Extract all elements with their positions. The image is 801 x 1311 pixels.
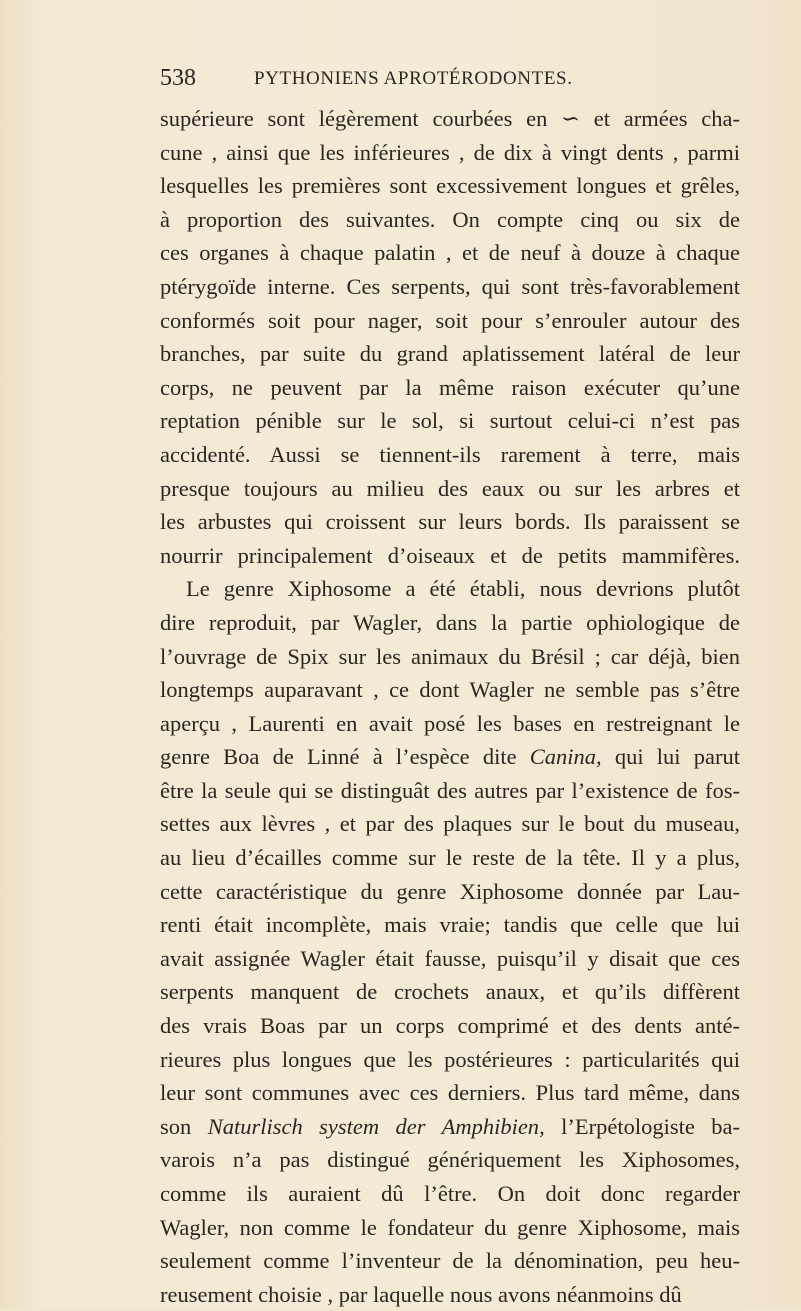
text-line [160, 304, 740, 338]
line-text: varois n’a pas distingué génériquement les Xiphosomes, [160, 1147, 740, 1173]
line-text: cune , ainsi que les inférieures , de dix à vingt dents , parmi [160, 139, 740, 165]
line-text: ptérygoïde interne. Ces serpents, qui sont très-favorablement [160, 273, 740, 299]
line-text: nourrir principalement d’oiseaux et de petits mammifères. [160, 542, 740, 568]
text-line [160, 740, 740, 774]
text-line [160, 942, 740, 976]
line-text: son [160, 1113, 192, 1139]
running-head: PYTHONIENS APROTÉRODONTES. [254, 68, 573, 89]
page-header [160, 64, 740, 92]
text-line [160, 539, 740, 573]
text-line [160, 774, 740, 808]
line-text: les arbustes qui croissent sur leurs bords. Ils paraissent se [160, 509, 740, 535]
line-text: ces organes à chaque palatin , et de neuf à douze à chaque [160, 240, 740, 266]
text-line [160, 169, 740, 203]
text-line [160, 270, 740, 304]
text-line [160, 1009, 740, 1043]
line-text: genre Boa de Linné à l’espèce dite [160, 744, 517, 770]
text-line [160, 1076, 740, 1110]
line-text: longtemps auparavant , ce dont Wagler ne semble pas s’être [160, 677, 740, 703]
text-line [160, 472, 740, 506]
line-text: presque toujours au milieu des eaux ou sur les arbres et [160, 475, 740, 501]
line-text: leur sont communes avec ces derniers. Plus tard même, dans [160, 1080, 740, 1106]
line-text: settes aux lèvres , et par des plaques sur le bout du museau, [160, 811, 740, 837]
text-line [160, 1177, 740, 1211]
text-line [160, 1043, 740, 1077]
text-line [160, 640, 740, 674]
line-text: au lieu d’écailles comme sur le reste de la tête. Il y a plus, [160, 845, 740, 871]
line-text: à proportion des suivantes. On compte cinq ou six de [160, 206, 740, 232]
page-number: 538 [160, 65, 196, 91]
line-text: l’ouvrage de Spix sur les animaux du Brésil ; car déjà, bien [160, 643, 740, 669]
text-line [160, 908, 740, 942]
text-line [160, 505, 740, 539]
text-line [160, 337, 740, 371]
text-line [160, 404, 740, 438]
line-text: comme ils auraient dû l’être. On doit donc regarder [160, 1181, 740, 1206]
text-line [160, 1143, 740, 1177]
italic-text: Naturlisch system der Amphibien [207, 1113, 540, 1139]
line-text: Le genre Xiphosome a été établi, nous devrions plutôt [186, 576, 740, 602]
text-line [160, 102, 740, 136]
text-line [160, 673, 740, 707]
line-text: des vrais Boas par un corps comprimé et des dents anté- [160, 1013, 740, 1039]
line-text: seulement comme l’inventeur de la dénomination, peu heu- [160, 1248, 740, 1274]
line-text: dire reproduit, par Wagler, dans la partie ophiologique de [160, 609, 740, 635]
text-line [160, 572, 740, 606]
text-line [160, 136, 740, 170]
text-line [160, 975, 740, 1009]
line-text: branches, par suite du grand aplatissement latéral de leur [160, 341, 740, 367]
text-line [160, 841, 740, 875]
italic-text: Canina [529, 744, 597, 770]
line-text: aperçu , Laurenti en avait posé les bases en restreignant le [160, 710, 740, 736]
line-text: reusement choisie , par laquelle nous avons néanmoins dû [160, 1281, 682, 1307]
text-line [160, 1110, 740, 1144]
line-text: lesquelles les premières sont excessivement longues et grêles, [160, 173, 740, 199]
line-text-after: , qui lui parut [596, 744, 740, 770]
line-text: avait assignée Wagler était fausse, puisqu’il y disait que ces [160, 945, 740, 971]
body-text [160, 102, 740, 1311]
line-text: rieures plus longues que les postérieures : particularités qui [160, 1046, 740, 1072]
text-line [160, 807, 740, 841]
text-line [160, 371, 740, 405]
line-text: corps, ne peuvent par la même raison exécuter qu’une [160, 374, 740, 400]
text-line [160, 236, 740, 270]
text-line [160, 1278, 740, 1311]
text-line [160, 875, 740, 909]
line-text: supérieure sont légèrement courbées en ∽ et armées cha- [160, 106, 740, 131]
text-line [160, 606, 740, 640]
line-text: conformés soit pour nager, soit pour s’enrouler autour des [160, 307, 740, 333]
text-line [160, 203, 740, 237]
line-text: serpents manquent de crochets anaux, et qu’ils diffèrent [160, 979, 740, 1005]
line-text: accidenté. Aussi se tiennent-ils rarement à terre, mais [160, 441, 740, 467]
line-text: reptation pénible sur le sol, si surtout celui-ci n’est pas [160, 408, 740, 434]
text-line [160, 1244, 740, 1278]
text-line [160, 707, 740, 741]
text-line [160, 1211, 740, 1245]
line-text: cette caractéristique du genre Xiphosome donnée par Lau- [160, 878, 740, 904]
line-text: Wagler, non comme le fondateur du genre Xiphosome, mais [160, 1214, 740, 1240]
line-text: être la seule qui se distinguât des autres par l’existence de fos- [160, 777, 740, 803]
line-text: renti était incomplète, mais vraie; tandis que celle que lui [160, 912, 740, 938]
text-line [160, 438, 740, 472]
line-text-after: , l’Erpétologiste ba- [539, 1113, 740, 1139]
